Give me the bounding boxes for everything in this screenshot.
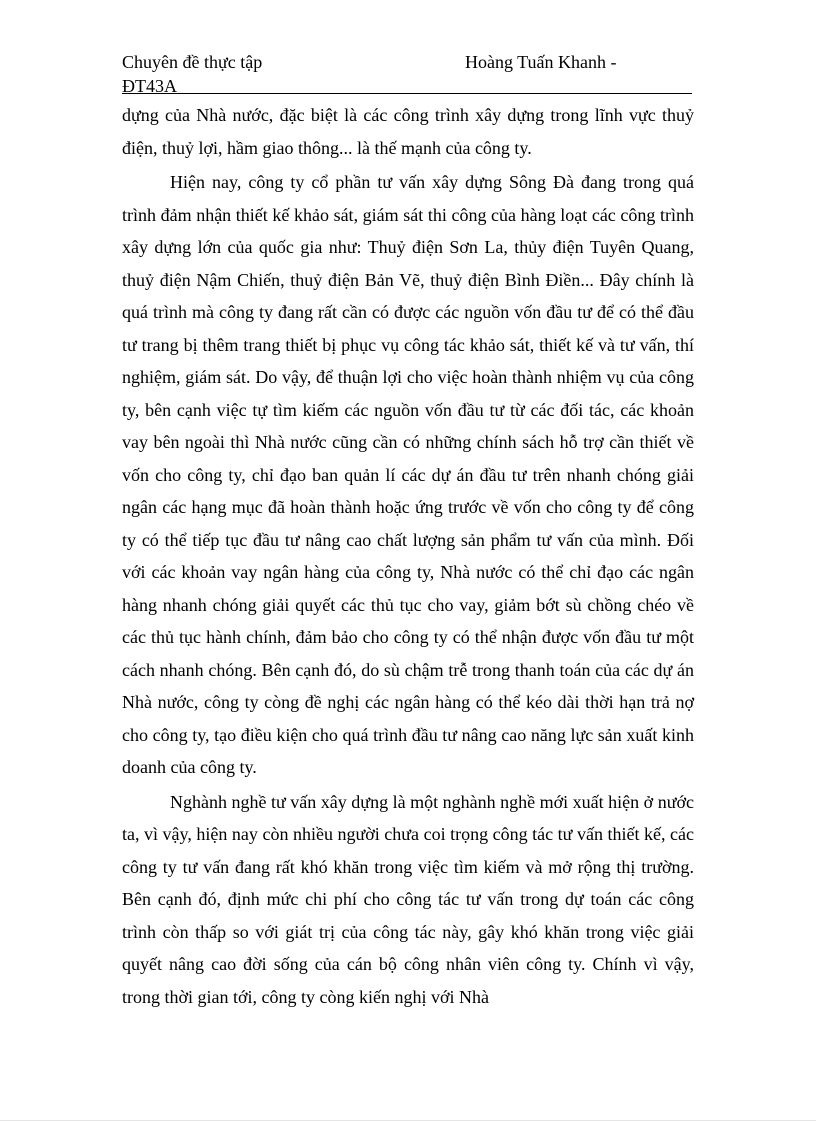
document-body	[122, 99, 694, 1013]
header-course-title: Chuyên đề thực tập	[122, 52, 263, 72]
paragraph-continued: dựng của Nhà nước, đặc biệt là các công trình xây dựng trong lĩnh vực thuỷ điện, thuỷ lợi, hầm giao thông... là thế mạnh của công ty.	[122, 105, 694, 158]
paragraph: Nghành nghề tư vấn xây dựng là một nghành nghề mới xuất hiện ở nước ta, vì vậy, hiện nay còn nhiều người chưa coi trọng công tác tư vấn thiết kế, các công ty tư vấn đang rất khó khăn trong việc tìm kiếm và mở rộng thị trường. Bên cạnh đó, định mức chi phí cho công tác tư vấn trong dự toán các công trình còn thấp so với giát trị của công tác này, gây khó khăn trong việc giải quyết nâng cao đời sống của cán bộ công nhân viên công ty. Chính vì vậy, trong thời gian tới, công ty còng kiến nghị với Nhà	[122, 791, 694, 1007]
page-edge	[0, 1120, 816, 1121]
header-class-code: ĐT43A	[122, 76, 177, 96]
paragraph: Hiện nay, công ty cổ phần tư vấn xây dựng Sông Đà đang trong quá trình đảm nhận thiết kế khảo sát, giám sát thi công của hàng loạt các công trình xây dựng lớn của quốc gia như: Thuỷ điện Sơn La, thủy điện Tuyên Quang, thuỷ điện Nậm Chiến, thuỷ điện Bản Vẽ, thuỷ điện Bình Điền... Đây chính là quá trình mà công ty đang rất cần có được các nguồn vốn đầu tư để có thể đầu tư trang bị thêm trang thiết bị phục vụ công tác khảo sát, thiết kế và tư vấn, thí nghiệm, giám sát. Do vậy, để thuận lợi cho việc hoàn thành nhiệm vụ của công ty, bên cạnh việc tự tìm kiếm các nguồn vốn đầu tư từ các đối tác, các khoản vay bên ngoài thì Nhà nước cũng cần có những chính sách hỗ trợ cần thiết về vốn cho công ty, chỉ đạo ban quản lí các dự án đầu tư trên nhanh chóng giải ngân các hạng mục đã hoàn thành hoặc ứng trước về vốn cho công ty để công ty có thể tiếp tục đầu tư nâng cao chất lượng sản phẩm tư vấn của mình. Đối với các khoản vay ngân hàng của công ty, Nhà nước có thể chỉ đạo các ngân hàng nhanh chóng giải quyết các thủ tục cho vay, giảm bớt sù chồng chéo về các thủ tục hành chính, đảm bảo cho công ty có thể nhận được vốn đầu tư một cách nhanh chóng. Bên cạnh đó, do sù chậm trễ trong thanh toán của các dự án Nhà nước, công ty còng đề nghị các ngân hàng có thể kéo dài thời hạn trả nợ cho công ty, tạo điều kiện cho quá trình đầu tư nâng cao năng lực sản xuất kinh doanh của công ty.	[122, 172, 694, 777]
header-author: Hoàng Tuấn Khanh -	[465, 52, 617, 72]
header-divider	[122, 93, 692, 94]
running-header-left	[122, 50, 262, 98]
